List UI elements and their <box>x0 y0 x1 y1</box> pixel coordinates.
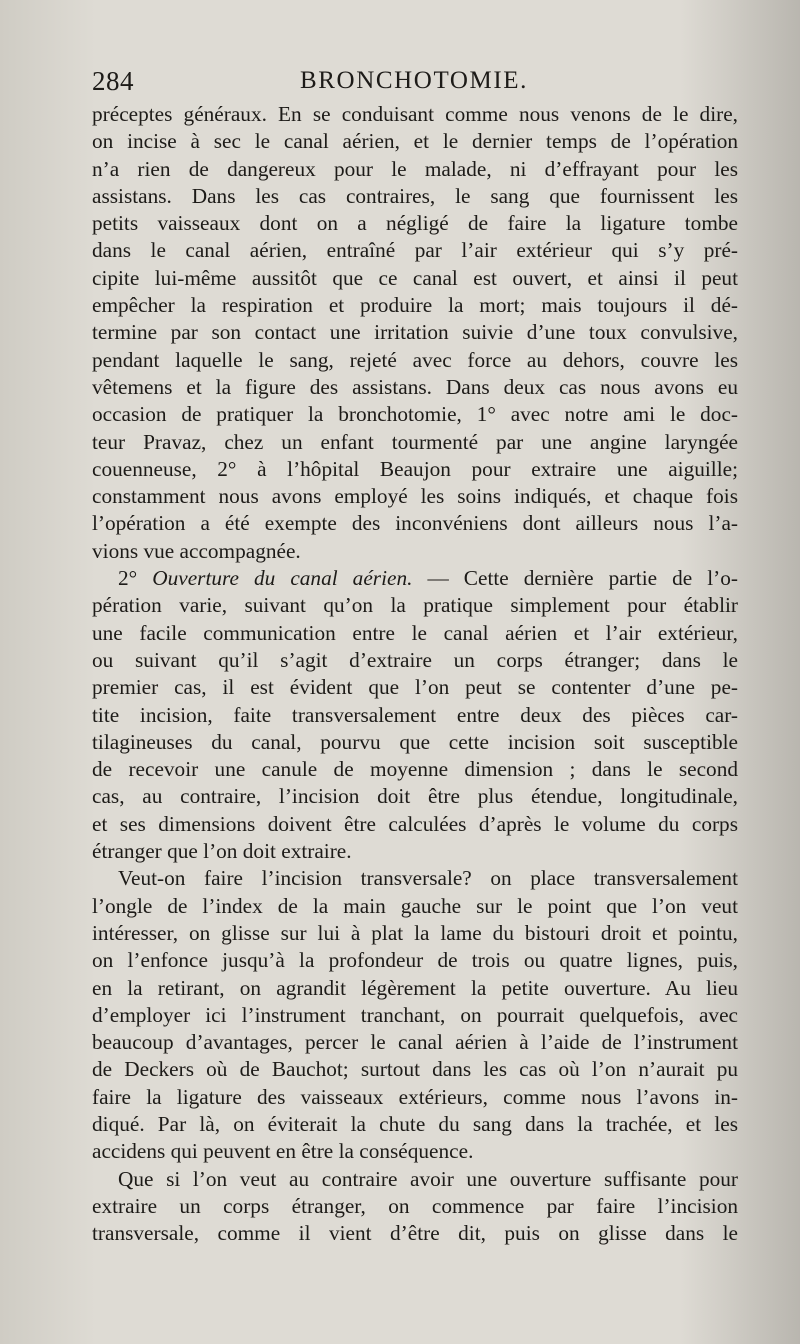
text-line: on incise à sec le canal aérien, et le dernier temps de l’opération <box>92 129 738 154</box>
text-line: diqué. Par là, on éviterait la chute du sang dans la trachée, et les <box>92 1111 738 1136</box>
text-line: tite incision, faite transversalement entre deux des pièces car- <box>92 702 738 727</box>
text-line: termine par son contact une irritation suivie d’une toux convulsive, <box>92 320 738 345</box>
text-line: transversale, comme il vient d’être dit, puis on glisse dans le <box>92 1221 738 1246</box>
text-line: intéresser, on glisse sur lui à plat la lame du bistouri droit et pointu, <box>92 920 738 945</box>
line-suffix: — Cette dernière partie de l’o- <box>412 566 738 591</box>
text-line: n’a rien de dangereux pour le malade, ni d’effrayant pour les <box>92 156 738 181</box>
text-line: Que si l’on veut au contraire avoir une ouverture suffisante pour <box>118 1166 738 1191</box>
text-line: et ses dimensions doivent être calculées d’après le volume du corps <box>92 811 738 836</box>
text-line: beaucoup d’avantages, percer le canal aérien à l’aide de l’instrument <box>92 1030 738 1055</box>
text-line: assistans. Dans les cas contraires, le sang que fournissent les <box>92 183 738 208</box>
text-line: extraire un corps étranger, on commence par faire l’incision <box>92 1193 738 1218</box>
text-line: pération varie, suivant qu’on la pratique simplement pour établir <box>92 593 738 618</box>
text-line: dans le canal aérien, entraîné par l’air extérieur qui s’y pré- <box>92 238 738 263</box>
text-line: de Deckers où de Bauchot; surtout dans les cas où l’on n’aurait pu <box>92 1057 738 1082</box>
text-line: une facile communication entre le canal aérien et l’air extérieur, <box>92 620 738 645</box>
text-line: en la retirant, on agrandit légèrement la petite ouverture. Au lieu <box>92 975 738 1000</box>
text-line: premier cas, il est évident que l’on peut se contenter d’une pe- <box>92 675 738 700</box>
text-line: occasion de pratiquer la bronchotomie, 1° avec notre ami le doc- <box>92 402 738 427</box>
text-line: accidens qui peuvent en être la conséquence. <box>92 1139 474 1164</box>
text-line: on l’enfonce jusqu’à la profondeur de trois ou quatre lignes, puis, <box>92 948 738 973</box>
text-line: étranger que l’on doit extraire. <box>92 839 352 864</box>
running-title: BRONCHOTOMIE. <box>300 67 528 94</box>
page-number: 284 <box>92 66 134 96</box>
text-line: cipite lui-même aussitôt que ce canal est ouvert, et ainsi il peut <box>92 265 738 290</box>
text-line: vions vue accompagnée. <box>92 538 301 563</box>
text-line: empêcher la respiration et produire la mort; mais toujours il dé- <box>92 293 738 318</box>
text-line: l’opération a été exempte des inconvéniens dont ailleurs nous l’a- <box>92 511 738 536</box>
text-line: constamment nous avons employé les soins indiqués, et chaque fois <box>92 484 738 509</box>
text-line: l’ongle de l’index de la main gauche sur le point que l’on veut <box>92 893 738 918</box>
text-line: ou suivant qu’il s’agit d’extraire un corps étranger; dans le <box>92 647 738 672</box>
text-line: vêtemens et la figure des assistans. Dans deux cas nous avons eu <box>92 374 738 399</box>
text-line: petits vaisseaux dont on a négligé de faire la ligature tombe <box>92 211 738 236</box>
text-line <box>92 565 738 592</box>
text-line: Veut-on faire l’incision transversale? on place transversalement <box>118 866 738 891</box>
page-header <box>92 66 760 106</box>
text-line: d’employer ici l’instrument tranchant, on pourrait quelquefois, avec <box>92 1002 738 1027</box>
line-prefix: 2° <box>118 566 153 591</box>
text-line: teur Pravaz, chez un enfant tourmenté par une angine laryngée <box>92 429 738 454</box>
body-text <box>92 101 738 1247</box>
section-heading-italic: Ouverture du canal aérien. <box>152 566 413 591</box>
text-line: faire la ligature des vaisseaux extérieurs, comme nous l’avons in- <box>92 1084 738 1109</box>
text-line: pendant laquelle le sang, rejeté avec force au dehors, couvre les <box>92 347 738 372</box>
text-line: préceptes généraux. En se conduisant comme nous venons de le dire, <box>92 102 738 126</box>
text-line: tilagineuses du canal, pourvu que cette incision soit susceptible <box>92 729 738 754</box>
text-line: couenneuse, 2° à l’hôpital Beaujon pour extraire une aiguille; <box>92 456 738 481</box>
text-line: cas, au contraire, l’incision doit être plus étendue, longitudinale, <box>92 784 738 809</box>
text-line: de recevoir une canule de moyenne dimension ; dans le second <box>92 757 738 782</box>
